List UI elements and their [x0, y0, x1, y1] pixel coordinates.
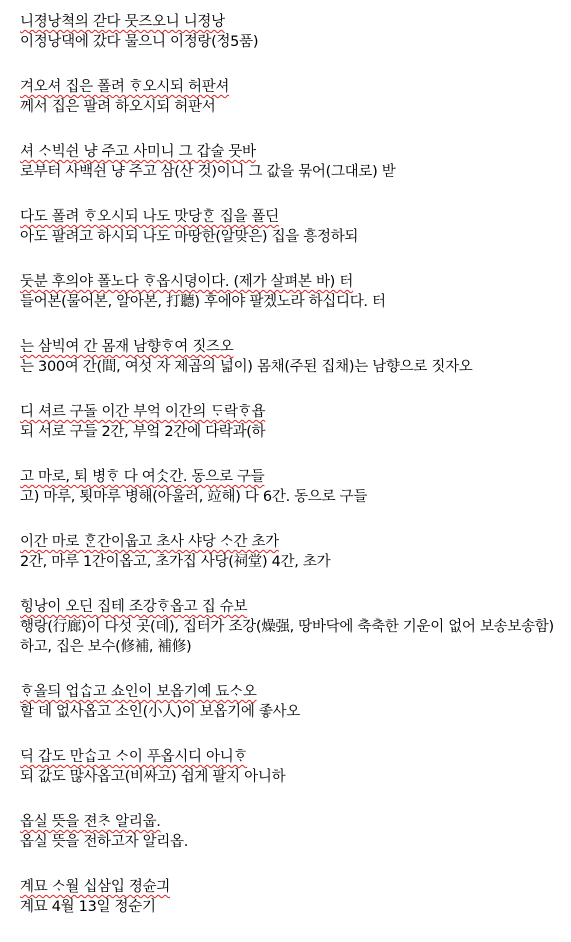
modern-translation-line: 로부터 사백쉰 냥 주고 삼(산 것)이니 그 값을 묶어(그대로) 받 [20, 164, 396, 180]
modern-translation-line: 는 300여 간(間, 여섯 자 제곱의 넓이) 몸채(주된 집채)는 남향으로 짓자오 [20, 359, 473, 375]
original-text-line: 셔 ᄉᆞ빅쉰 냥 주고 사미니 그 갑술 뭇바 [20, 144, 256, 160]
stanza [20, 77, 565, 117]
stanza [20, 532, 565, 572]
stanza [20, 467, 565, 507]
original-text-line: 디 셔르 구돌 이간 부억 이간의 ᄃᆞ락ᄒᆞ욥 [20, 404, 266, 420]
original-text-line: ᄒᆞ올듸 업ᄉᆞᆸ고 쇼인이 보옵기예 됴ᄉᆞ오 [20, 684, 257, 700]
letter-document [20, 12, 565, 942]
original-text-line: 둣분 후의야 폴노다 ᄒᆞ옵시뎡이다. (제가 살펴본 바) 터 [20, 274, 354, 290]
stanza [20, 402, 565, 442]
stanza [20, 597, 565, 657]
original-text-line: 계묘 ᄉᆞ월 십삼입 졍슌긔 [20, 879, 170, 895]
original-text-line: 다도 폴려 ᄒᆞ오시되 나도 맛당ᄒᆞᆫ 집을 폴딘 [20, 209, 279, 225]
stanza [20, 142, 565, 182]
modern-translation-line: 할 데 없사옵고 소인(小人)이 보옵기에 좋사오 [20, 704, 300, 720]
modern-translation-line: 2간, 마루 1간이옵고, 초가집 사당(祠堂) 4간, 초가 [20, 554, 331, 570]
original-text-line: 는 삼빅여 간 몸재 남향ᄒᆞ여 짓즈오 [20, 339, 234, 355]
stanza [20, 812, 565, 852]
modern-translation-line: 께서 집은 팔려 하오시되 허판서 [20, 99, 216, 115]
original-text-line: 힝낭이 오딘 집테 조강ᄒᆞ옵고 집 슈보 [20, 599, 248, 615]
modern-translation-line: 들어본(물어본, 알아본, 打聽) 후에야 팔겠노라 하십디다. 터 [20, 294, 386, 310]
stanza [20, 747, 565, 787]
original-text-line: 딕 갑도 만ᄉᆞᆸ고 ᄉᆞ이 푸옵시디 아니ᄒᆞ [20, 749, 248, 765]
modern-translation-line: 이정낭댁에 갔다 물으니 이정랑(정5품) [20, 34, 259, 50]
stanza [20, 272, 565, 312]
stanza [20, 337, 565, 377]
original-text-line: 옵실 뜻을 젼ᄎᆞ 알리웁. [20, 814, 161, 830]
modern-translation-line: 옵실 뜻을 전하고자 알리옵. [20, 834, 189, 850]
modern-translation-line: 되 값도 많사옵고(비싸고) 쉽게 팔지 아니하 [20, 769, 286, 785]
modern-translation-line: 행랑(行廊)이 다섯 곳(데), 집터가 조강(燥强, 땅바닥에 축축한 기운이 없어 보송보송함)하고, 집은 보수(修補, 補修) [20, 619, 554, 655]
modern-translation-line: 계묘 4월 13일 정순기 [20, 899, 156, 915]
original-text-line: 이간 마로 ᄒᆞᆫ간이웁고 초사 샤당 ᄉᆞ간 초가 [20, 534, 279, 550]
original-text-line: 니졍낭쳑의 갇다 뭇즈오니 니졍낭 [20, 14, 225, 30]
modern-translation-line: 아도 팔려고 하시되 나도 마땅한(알맞은) 집을 흥정하되 [20, 229, 359, 245]
stanza [20, 877, 565, 917]
modern-translation-line: 되 서로 구들 2간, 부엌 2간에 다락과(하 [20, 424, 266, 440]
original-text-line: 고 마로, 퇴 병ᄒᆞ 다 여ᄉᆞᆺ간. 동으로 구들 [20, 469, 265, 485]
stanza [20, 12, 565, 52]
modern-translation-line: 고) 마루, 툇마루 병해(아울러, 竝해) 다 6간. 동으로 구들 [20, 489, 368, 505]
stanza [20, 682, 565, 722]
original-text-line: 겨오셔 집은 폴려 ᄒᆞ오시되 허판셔 [20, 79, 230, 95]
stanza [20, 207, 565, 247]
